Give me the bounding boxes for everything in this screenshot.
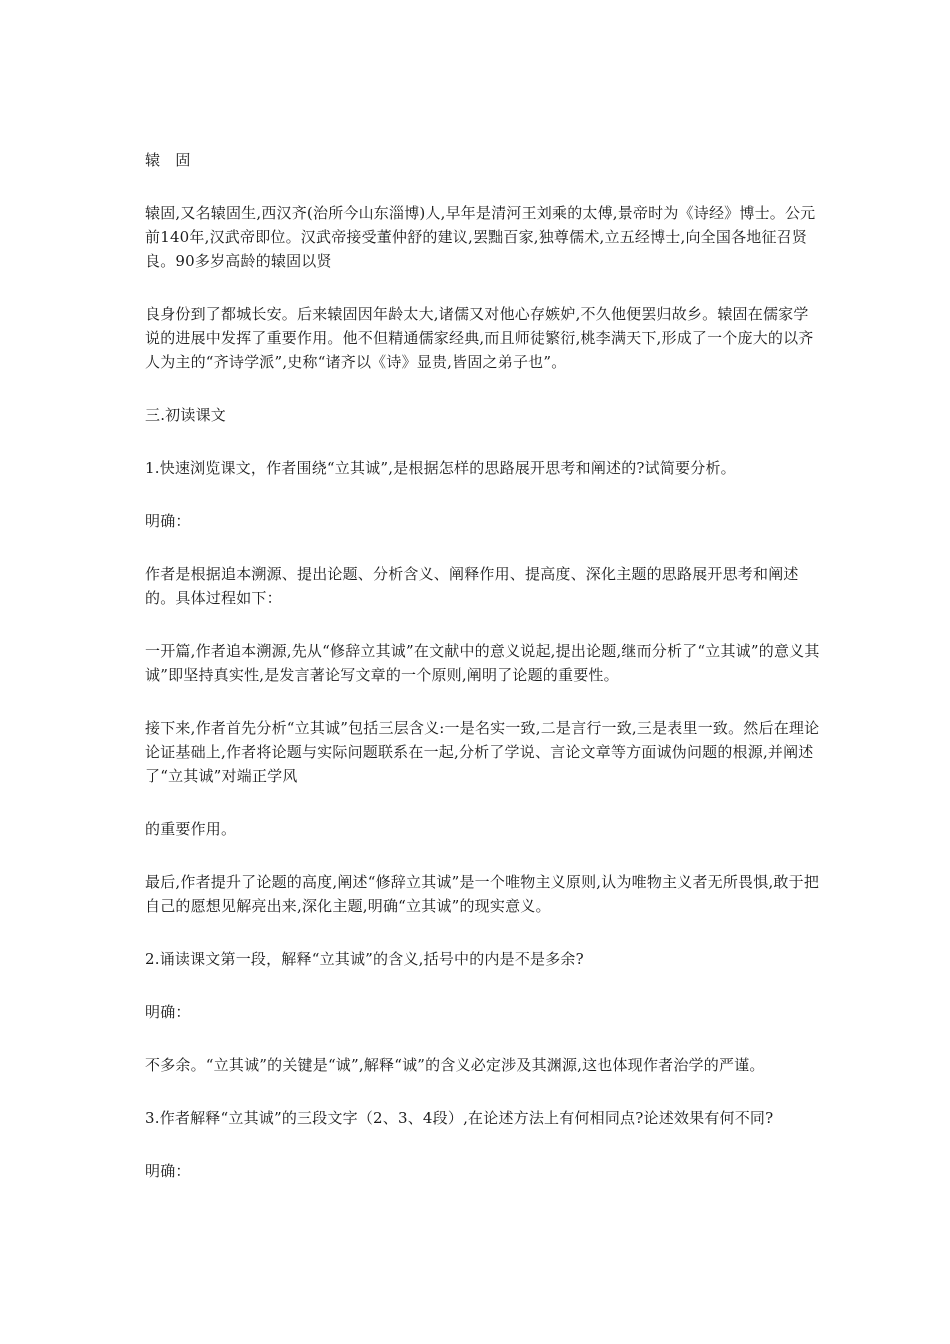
question: 1.快速浏览课文，作者围绕“立其诚”,是根据怎样的思路展开思考和阐述的?试简要分析。 [145,459,736,477]
paragraph: 接下来,作者首先分析“立其诚”包括三层含义:一是名实一致,二是言行一致,三是表里一致。然后在理论论证基础上,作者将论题与实际问题联系在一起,分析了学说、言论文章等方面诚伪问题的根源,并阐述了“立其诚”对端正学风 [145,719,820,785]
answer-label: 明确： [145,512,191,530]
answer-label: 明确： [145,1162,191,1180]
paragraph: 最后,作者提升了论题的高度,阐述“修辞立其诚”是一个唯物主义原则,认为唯物主义者无所畏惧,敢于把自己的愿想见解亮出来,深化主题,明确“立其诚”的现实意义。 [145,873,820,915]
paragraph: 良身份到了都城长安。后来辕固因年龄太大,诸儒又对他心存嫉妒,不久他便罢归故乡。辕固在儒家学说的进展中发挥了重要作用。他不但精通儒家经典,而且师徒繁衍,桃李满天下,形成了一个庞大的以齐人为主的“齐诗学派”,史称“诸齐以《诗》显贵,皆固之弟子也”。 [145,305,814,371]
question: 2.诵读课文第一段，解释“立其诚”的含义,括号中的内是不是多余? [145,950,584,968]
paragraph: 辕固,又名辕固生,西汉齐(治所今山东淄博)人,早年是清河王刘乘的太傅,景帝时为《诗经》博士。公元前140年,汉武帝即位。汉武帝接受董仲舒的建议,罢黜百家,独尊儒术,立五经博士,向全国各地征召贤良。90多岁高龄的辕固以贤 [145,204,816,270]
paragraph: 一开篇,作者追本溯源,先从“修辞立其诚”在文献中的意义说起,提出论题,继而分析了“立其诚”的意义其诚”即坚持真实性,是发言著论写文章的一个原则,阐明了论题的重要性。 [145,642,820,684]
section-title: 辕 固 [145,151,191,169]
paragraph: 不多余。“立其诚”的关键是“诚”,解释“诚”的含义必定涉及其渊源,这也体现作者治学的严谨。 [145,1056,765,1074]
paragraph: 作者是根据追本溯源、提出论题、分析含义、阐释作用、提高度、深化主题的思路展开思考和阐述的。具体过程如下： [145,565,799,607]
section-heading: 三.初读课文 [145,406,226,424]
question: 3.作者解释“立其诚”的三段文字（2、3、4段）,在论述方法上有何相同点?论述效果有何不同? [145,1109,774,1127]
paragraph: 的重要作用。 [145,820,237,838]
answer-label: 明确： [145,1003,191,1021]
document-page [145,148,820,1183]
